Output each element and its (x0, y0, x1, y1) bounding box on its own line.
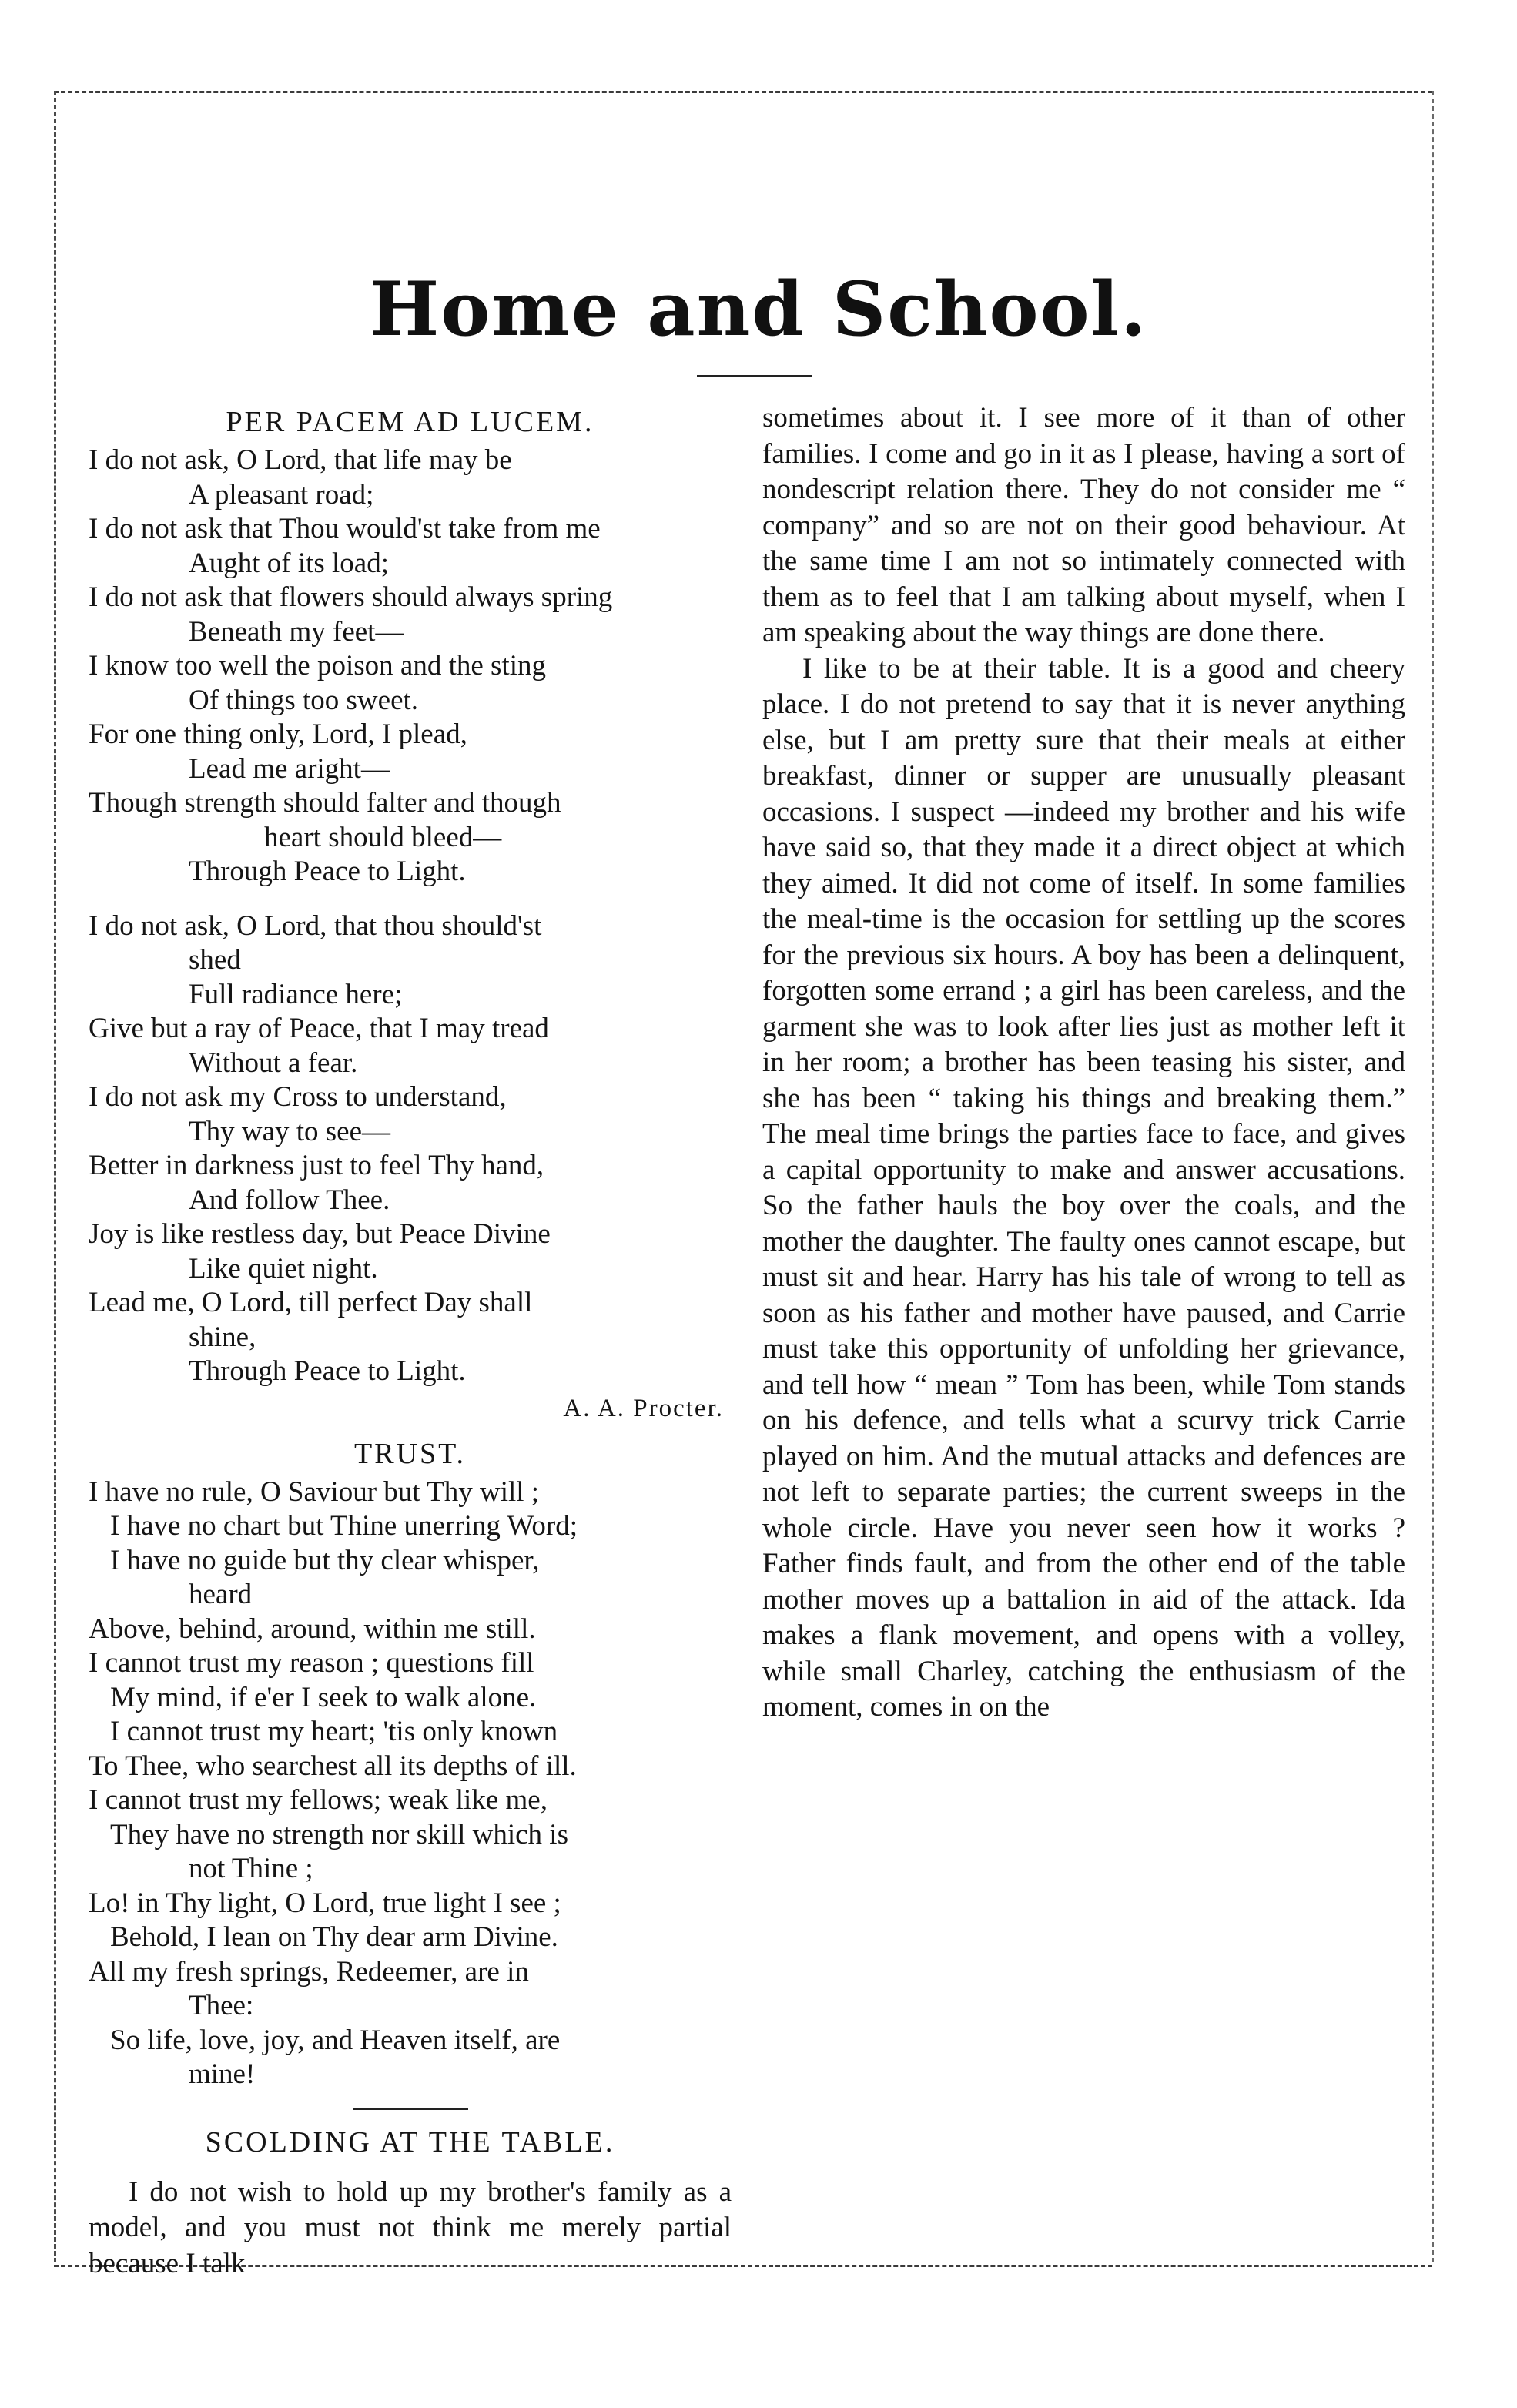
right-column (762, 400, 1405, 1726)
poem1-body (89, 444, 732, 1389)
poem-line: Like quiet night. (189, 1252, 378, 1284)
poem1-author: A. A. Procter. (563, 1394, 724, 1422)
poem-line: Of things too sweet. (189, 684, 419, 716)
poem-line: I have no guide but thy clear whisper, (110, 1544, 540, 1576)
poem-line: shed (189, 944, 241, 976)
poem-line: shine, (189, 1321, 256, 1353)
poem-line: They have no strength nor skill which is (110, 1818, 568, 1850)
left-column (89, 400, 732, 2282)
poem-line: A pleasant road; (189, 478, 374, 511)
poem-line: Through Peace to Light. (189, 1355, 466, 1387)
poem-line: heard (189, 1579, 253, 1610)
poem-line: And follow Thee. (189, 1184, 390, 1216)
poem-line: heart should bleed— (264, 821, 502, 853)
poem-line: Lo! in Thy light, O Lord, true light I see ; (89, 1887, 561, 1919)
poem-line: I cannot trust my fellows; weak like me, (89, 1784, 548, 1816)
poem-line: So life, love, joy, and Heaven itself, are (110, 2024, 561, 2056)
poem-line: Full radiance here; (189, 978, 403, 1010)
poem-line: Lead me aright— (189, 752, 390, 785)
poem-line: To Thee, who searchest all its depths of ill. (89, 1750, 577, 1782)
poem-line: I do not ask, O Lord, that thou should'st (89, 909, 542, 942)
article-paragraph: I like to be at their table. It is a good and cheery place. I do not pretend to say that it is never anything else, but I am pretty sure that their meals at either breakfast, dinner or supper are unusually pleasant occasions. I suspect —indeed my brother and his wife have said so, that they made it a direct object at which they aimed. It did not come of itself. In some families the meal-time is the occasion for settling up the scores for the previous six hours. A boy has been a delinquent, forgotten some errand ; a girl has been careless, and the garment she was to look after lies just as mother left it in her room; a brother has been teasing his sister, and she has been “ taking his things and breaking them.” The meal time brings the parties face to face, and gives a capital opportunity to make and answer accusations. So the father hauls the boy over the coals, and the mother the daughter. The faulty ones cannot escape, but must sit and hear. Harry has his tale of wrong to tell as soon as his father and mother have paused, and Carrie must take this opportunity of unfolding her grievance, and tell how “ mean ” Tom has been, while Tom stands on his defence, and tells what a scurvy trick Carrie played on him. And the mutual attacks and defences are not left to separate parties; the current sweeps in the whole circle. Have you never seen how it works ? Father finds fault, and from the other end of the table mother moves up a battalion in aid of the attack. Ida makes a flank movement, and opens with a volley, while small Charley, catching the enthusiasm of the moment, comes in on the (762, 652, 1405, 1723)
poem-line: I do not ask that flowers should always spring (89, 581, 613, 613)
poem-line: not Thine ; (189, 1853, 313, 1884)
stanza-gap (89, 889, 732, 909)
poem-line: Better in darkness just to feel Thy hand, (89, 1150, 544, 1181)
poem-line: I do not ask that Thou would'st take from me (89, 513, 601, 544)
poem-line: Behold, I lean on Thy dear arm Divine. (110, 1921, 558, 1953)
poem1-title: PER PACEM AD LUCEM. (226, 406, 594, 438)
poem-line: Above, behind, around, within me still. (89, 1613, 536, 1645)
poem-line: All my fresh springs, Redeemer, are in (89, 1955, 529, 1988)
poem-line: Through Peace to Light. (189, 856, 466, 887)
page-border-left (54, 91, 56, 2262)
article-body-right (762, 400, 1405, 1726)
poem-line: Beneath my feet— (189, 615, 404, 648)
article-paragraph-left: I do not wish to hold up my brother's family as a model, and you must not think me merely partial because I talk (89, 2175, 732, 2279)
section-rule (353, 2108, 468, 2110)
poem-line: Lead me, O Lord, till perfect Day shall (89, 1287, 533, 1318)
poem-line: For one thing only, Lord, I plead, (89, 718, 467, 750)
poem-line: I cannot trust my reason ; questions fill (89, 1647, 534, 1679)
poem-line: I have no rule, O Saviour but Thy will ; (89, 1475, 540, 1508)
page-border-right (1432, 91, 1434, 2262)
title-rule (697, 375, 812, 377)
masthead-title: Home and School. (369, 266, 1148, 353)
poem-line: I cannot trust my heart; 'tis only known (110, 1716, 558, 1747)
poem-line: I have no chart but Thine unerring Word; (110, 1510, 578, 1542)
poem-line: Give but a ray of Peace, that I may tread (89, 1013, 549, 1044)
poem-line: My mind, if e'er I seek to walk alone. (110, 1681, 537, 1713)
poem-line: Thy way to see— (189, 1115, 391, 1147)
poem-line: Joy is like restless day, but Peace Divine (89, 1218, 551, 1250)
poem-line: Thee: (189, 1990, 254, 2021)
poem-line: I know too well the poison and the sting (89, 650, 546, 682)
poem-line: Aught of its load; (189, 547, 390, 579)
poem2-title: TRUST. (353, 1437, 467, 1470)
poem2-body (89, 1475, 732, 2092)
poem-line: I do not ask, O Lord, that life may be (89, 444, 512, 476)
poem-line: Without a fear. (189, 1047, 358, 1079)
poem-line: I do not ask my Cross to understand, (89, 1081, 507, 1113)
poem-line: mine! (189, 2058, 256, 2090)
article-paragraph: sometimes about it. I see more of it than of other families. I come and go in it as I please, having a sort of nondescript relation there. They do not consider me “ company” and so are not on their good behaviour. At the same time I am not so intimately connected with them as to feel that I am talking about myself, when I am speaking about the way things are done there. (762, 402, 1405, 648)
article-title: SCOLDING AT THE TABLE. (205, 2125, 615, 2158)
poem-line: Though strength should falter and though (89, 787, 561, 819)
